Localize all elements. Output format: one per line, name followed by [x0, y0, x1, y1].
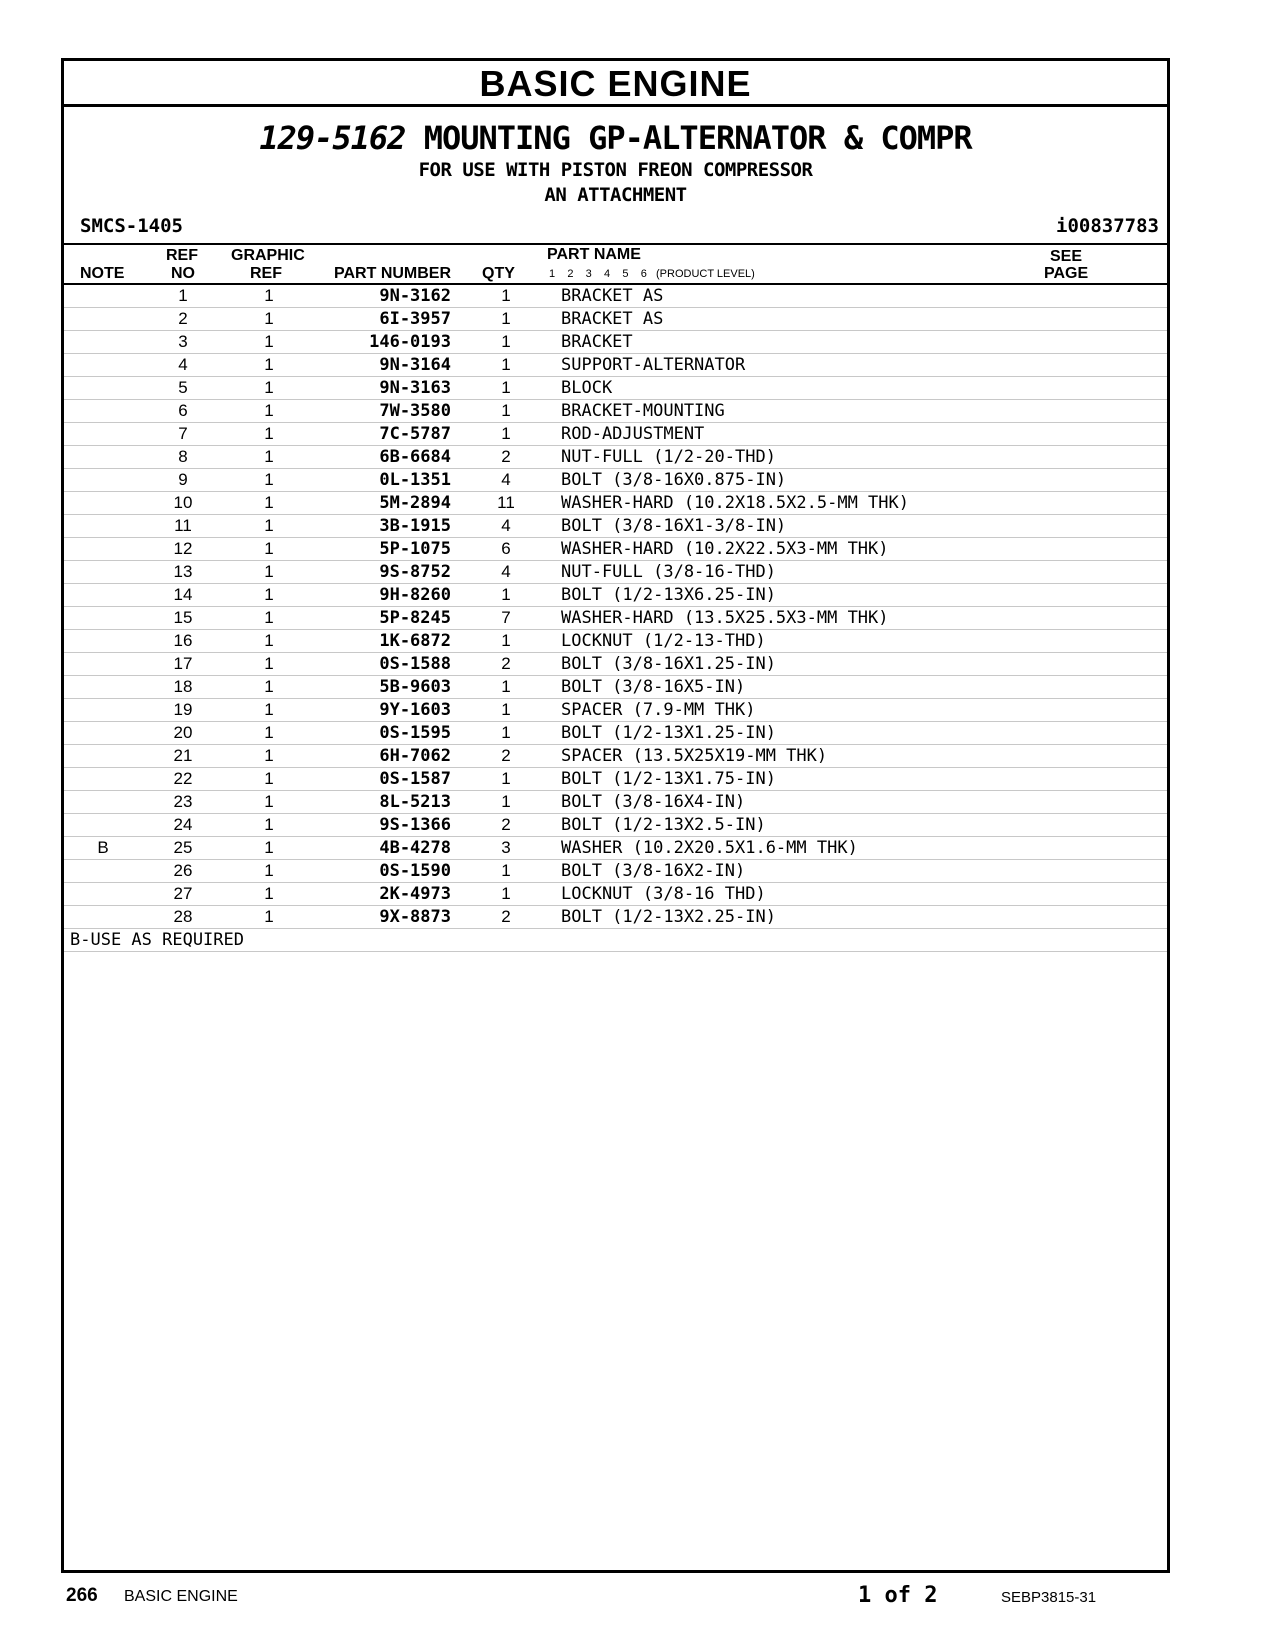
- graphic-ref-cell: 1: [224, 584, 314, 607]
- table-row: [64, 883, 1167, 906]
- table-row: [64, 676, 1167, 699]
- quantity-cell: 1: [451, 883, 561, 906]
- ref-number-cell: 21: [142, 745, 224, 768]
- table-row: [64, 906, 1167, 929]
- ref-number-cell: 11: [142, 515, 224, 538]
- quantity-cell: 4: [451, 469, 561, 492]
- note-cell: B: [64, 837, 142, 860]
- quantity-cell: 1: [451, 308, 561, 331]
- note-cell: [64, 814, 142, 837]
- ref-number-cell: 6: [142, 400, 224, 423]
- footer-section: BASIC ENGINE: [124, 1588, 238, 1605]
- part-number-cell: 9N-3162: [314, 285, 451, 308]
- graphic-ref-cell: 1: [224, 722, 314, 745]
- quantity-cell: 2: [451, 906, 561, 929]
- part-number-cell: 5B-9603: [314, 676, 451, 699]
- table-row: [64, 423, 1167, 446]
- parts-table-body: [64, 285, 1167, 929]
- note-cell: [64, 561, 142, 584]
- smcs-code: SMCS-1405: [80, 215, 183, 237]
- graphic-ref-cell: 1: [224, 814, 314, 837]
- ref-number-cell: 23: [142, 791, 224, 814]
- table-row: [64, 653, 1167, 676]
- part-name-cell: BOLT (3/8-16X1-3/8-IN): [561, 515, 1167, 538]
- table-row: [64, 285, 1167, 308]
- quantity-cell: 1: [451, 331, 561, 354]
- ref-number-cell: 2: [142, 308, 224, 331]
- note-cell: [64, 791, 142, 814]
- graphic-ref-cell: 1: [224, 630, 314, 653]
- table-row: [64, 377, 1167, 400]
- table-row: [64, 722, 1167, 745]
- footer-sheet: 1 of 2: [858, 1583, 938, 1608]
- part-name-cell: BOLT (1/2-13X1.75-IN): [561, 768, 1167, 791]
- ref-number-cell: 20: [142, 722, 224, 745]
- note-cell: [64, 630, 142, 653]
- ref-number-cell: 27: [142, 883, 224, 906]
- note-cell: [64, 515, 142, 538]
- part-number-cell: 0S-1590: [314, 860, 451, 883]
- part-number-cell: 0S-1587: [314, 768, 451, 791]
- graphic-ref-cell: 1: [224, 308, 314, 331]
- quantity-cell: 1: [451, 354, 561, 377]
- note-cell: [64, 883, 142, 906]
- part-name-cell: SPACER (7.9-MM THK): [561, 699, 1167, 722]
- part-name-cell: BRACKET-MOUNTING: [561, 400, 1167, 423]
- ref-number-cell: 17: [142, 653, 224, 676]
- table-row: [64, 492, 1167, 515]
- group-header: [64, 107, 1167, 245]
- table-row: [64, 446, 1167, 469]
- note-cell: [64, 538, 142, 561]
- graphic-ref-cell: 1: [224, 423, 314, 446]
- part-number-cell: 2K-4973: [314, 883, 451, 906]
- quantity-cell: 6: [451, 538, 561, 561]
- ref-number-cell: 15: [142, 607, 224, 630]
- note-cell: [64, 768, 142, 791]
- graphic-ref-cell: 1: [224, 607, 314, 630]
- part-name-cell: SUPPORT-ALTERNATOR: [561, 354, 1167, 377]
- quantity-cell: 2: [451, 446, 561, 469]
- group-number: 129-5162: [259, 119, 406, 157]
- col-part-name: PART NAME: [547, 246, 641, 263]
- part-name-cell: BOLT (1/2-13X1.25-IN): [561, 722, 1167, 745]
- ref-number-cell: 13: [142, 561, 224, 584]
- ref-number-cell: 19: [142, 699, 224, 722]
- part-number-cell: 0S-1588: [314, 653, 451, 676]
- part-name-cell: BRACKET AS: [561, 308, 1167, 331]
- note-cell: [64, 722, 142, 745]
- part-name-cell: NUT-FULL (1/2-20-THD): [561, 446, 1167, 469]
- graphic-ref-cell: 1: [224, 768, 314, 791]
- ref-number-cell: 26: [142, 860, 224, 883]
- quantity-cell: 4: [451, 561, 561, 584]
- part-name-cell: LOCKNUT (3/8-16 THD): [561, 883, 1167, 906]
- graphic-ref-cell: 1: [224, 883, 314, 906]
- graphic-ref-cell: 1: [224, 837, 314, 860]
- note-cell: [64, 860, 142, 883]
- note-cell: [64, 584, 142, 607]
- note-cell: [64, 446, 142, 469]
- part-name-cell: WASHER-HARD (10.2X22.5X3-MM THK): [561, 538, 1167, 561]
- part-number-cell: 9S-8752: [314, 561, 451, 584]
- note-cell: [64, 354, 142, 377]
- graphic-ref-cell: 1: [224, 354, 314, 377]
- graphic-ref-cell: 1: [224, 331, 314, 354]
- part-name-cell: SPACER (13.5X25X19-MM THK): [561, 745, 1167, 768]
- illustration-id: i00837783: [1056, 215, 1159, 237]
- group-name: MOUNTING GP-ALTERNATOR & COMPR: [423, 119, 972, 157]
- part-number-cell: 9N-3164: [314, 354, 451, 377]
- graphic-ref-cell: 1: [224, 561, 314, 584]
- table-row: [64, 607, 1167, 630]
- part-number-cell: 146-0193: [314, 331, 451, 354]
- note-cell: [64, 676, 142, 699]
- note-cell: [64, 607, 142, 630]
- table-row: [64, 768, 1167, 791]
- part-name-cell: BOLT (3/8-16X1.25-IN): [561, 653, 1167, 676]
- part-number-cell: 0S-1595: [314, 722, 451, 745]
- part-name-cell: LOCKNUT (1/2-13-THD): [561, 630, 1167, 653]
- part-number-cell: 7C-5787: [314, 423, 451, 446]
- group-title: [64, 119, 1167, 157]
- part-number-cell: 9S-1366: [314, 814, 451, 837]
- column-header: [64, 245, 1167, 285]
- ref-number-cell: 10: [142, 492, 224, 515]
- quantity-cell: 4: [451, 515, 561, 538]
- part-name-cell: BRACKET AS: [561, 285, 1167, 308]
- note-cell: [64, 469, 142, 492]
- ref-number-cell: 8: [142, 446, 224, 469]
- part-name-cell: BLOCK: [561, 377, 1167, 400]
- graphic-ref-cell: 1: [224, 699, 314, 722]
- table-row: [64, 354, 1167, 377]
- ref-number-cell: 18: [142, 676, 224, 699]
- table-row: [64, 837, 1167, 860]
- graphic-ref-cell: 1: [224, 400, 314, 423]
- ref-number-cell: 7: [142, 423, 224, 446]
- ref-number-cell: 5: [142, 377, 224, 400]
- quantity-cell: 1: [451, 285, 561, 308]
- col-see-bottom: PAGE: [1044, 265, 1089, 282]
- graphic-ref-cell: 1: [224, 791, 314, 814]
- note-cell: [64, 653, 142, 676]
- note-cell: [64, 285, 142, 308]
- table-row: [64, 699, 1167, 722]
- col-graphic-top: GRAPHIC: [231, 247, 305, 264]
- part-name-cell: ROD-ADJUSTMENT: [561, 423, 1167, 446]
- parts-table: [64, 285, 1167, 929]
- table-row: [64, 860, 1167, 883]
- table-row: [64, 791, 1167, 814]
- table-row: [64, 630, 1167, 653]
- quantity-cell: 1: [451, 584, 561, 607]
- table-row: [64, 400, 1167, 423]
- ref-number-cell: 28: [142, 906, 224, 929]
- table-row: [64, 515, 1167, 538]
- col-ref-bottom: NO: [171, 265, 195, 282]
- graphic-ref-cell: 1: [224, 515, 314, 538]
- part-number-cell: 5P-8245: [314, 607, 451, 630]
- quantity-cell: 1: [451, 400, 561, 423]
- footer-doc-id: SEBP3815-31: [1001, 1589, 1097, 1606]
- group-subtitle-2: AN ATTACHMENT: [544, 184, 687, 206]
- table-row: [64, 331, 1167, 354]
- col-ref-top: REF: [166, 247, 198, 264]
- footer-page-number: 266: [66, 1585, 98, 1606]
- part-number-cell: 9N-3163: [314, 377, 451, 400]
- note-cell: [64, 745, 142, 768]
- note-cell: [64, 906, 142, 929]
- ref-number-cell: 3: [142, 331, 224, 354]
- table-row: [64, 561, 1167, 584]
- part-name-cell: BOLT (1/2-13X6.25-IN): [561, 584, 1167, 607]
- part-number-cell: 8L-5213: [314, 791, 451, 814]
- ref-number-cell: 4: [142, 354, 224, 377]
- quantity-cell: 1: [451, 722, 561, 745]
- table-row: [64, 745, 1167, 768]
- quantity-cell: 1: [451, 791, 561, 814]
- part-number-cell: 6I-3957: [314, 308, 451, 331]
- quantity-cell: 2: [451, 745, 561, 768]
- part-name-cell: WASHER (10.2X20.5X1.6-MM THK): [561, 837, 1167, 860]
- col-see-top: SEE: [1050, 248, 1083, 265]
- parts-page-frame: [61, 58, 1170, 1573]
- col-note: NOTE: [80, 265, 125, 282]
- part-number-cell: 9H-8260: [314, 584, 451, 607]
- part-number-cell: 5P-1075: [314, 538, 451, 561]
- graphic-ref-cell: 1: [224, 377, 314, 400]
- graphic-ref-cell: 1: [224, 285, 314, 308]
- note-cell: [64, 492, 142, 515]
- table-row: [64, 584, 1167, 607]
- part-name-cell: WASHER-HARD (13.5X25.5X3-MM THK): [561, 607, 1167, 630]
- quantity-cell: 1: [451, 377, 561, 400]
- graphic-ref-cell: 1: [224, 860, 314, 883]
- graphic-ref-cell: 1: [224, 653, 314, 676]
- graphic-ref-cell: 1: [224, 906, 314, 929]
- quantity-cell: 2: [451, 814, 561, 837]
- note-cell: [64, 331, 142, 354]
- part-number-cell: 5M-2894: [314, 492, 451, 515]
- part-name-cell: BOLT (3/8-16X2-IN): [561, 860, 1167, 883]
- note-cell: [64, 308, 142, 331]
- note-cell: [64, 400, 142, 423]
- ref-number-cell: 25: [142, 837, 224, 860]
- quantity-cell: 1: [451, 860, 561, 883]
- note-cell: [64, 423, 142, 446]
- part-number-cell: 4B-4278: [314, 837, 451, 860]
- part-number-cell: 0L-1351: [314, 469, 451, 492]
- ref-number-cell: 22: [142, 768, 224, 791]
- part-number-cell: 6H-7062: [314, 745, 451, 768]
- part-name-cell: WASHER-HARD (10.2X18.5X2.5-MM THK): [561, 492, 1167, 515]
- graphic-ref-cell: 1: [224, 446, 314, 469]
- part-name-cell: BOLT (1/2-13X2.5-IN): [561, 814, 1167, 837]
- table-row: [64, 469, 1167, 492]
- graphic-ref-cell: 1: [224, 538, 314, 561]
- part-number-cell: 9Y-1603: [314, 699, 451, 722]
- page-footer: [0, 1583, 1275, 1613]
- table-row: [64, 308, 1167, 331]
- quantity-cell: 1: [451, 630, 561, 653]
- ref-number-cell: 16: [142, 630, 224, 653]
- part-name-cell: BOLT (1/2-13X2.25-IN): [561, 906, 1167, 929]
- part-number-cell: 3B-1915: [314, 515, 451, 538]
- quantity-cell: 3: [451, 837, 561, 860]
- table-row: [64, 538, 1167, 561]
- col-part-number: PART NUMBER: [334, 265, 452, 282]
- col-product-levels: 1 2 3 4 5 6 (PRODUCT LEVEL): [549, 268, 755, 280]
- quantity-cell: 1: [451, 676, 561, 699]
- col-graphic-bottom: REF: [250, 265, 282, 282]
- part-name-cell: BOLT (3/8-16X4-IN): [561, 791, 1167, 814]
- graphic-ref-cell: 1: [224, 469, 314, 492]
- col-qty: QTY: [482, 265, 515, 282]
- quantity-cell: 7: [451, 607, 561, 630]
- section-title: BASIC ENGINE: [64, 61, 1167, 107]
- note-cell: [64, 377, 142, 400]
- part-name-cell: BOLT (3/8-16X0.875-IN): [561, 469, 1167, 492]
- graphic-ref-cell: 1: [224, 492, 314, 515]
- quantity-cell: 1: [451, 768, 561, 791]
- note-b: B-USE AS REQUIRED: [64, 929, 1167, 952]
- part-number-cell: 7W-3580: [314, 400, 451, 423]
- part-number-cell: 9X-8873: [314, 906, 451, 929]
- ref-number-cell: 9: [142, 469, 224, 492]
- ref-number-cell: 1: [142, 285, 224, 308]
- quantity-cell: 1: [451, 699, 561, 722]
- ref-number-cell: 24: [142, 814, 224, 837]
- quantity-cell: 2: [451, 653, 561, 676]
- graphic-ref-cell: 1: [224, 745, 314, 768]
- graphic-ref-cell: 1: [224, 676, 314, 699]
- table-row: [64, 814, 1167, 837]
- part-number-cell: 1K-6872: [314, 630, 451, 653]
- ref-number-cell: 12: [142, 538, 224, 561]
- ref-number-cell: 14: [142, 584, 224, 607]
- part-name-cell: BRACKET: [561, 331, 1167, 354]
- note-cell: [64, 699, 142, 722]
- part-name-cell: BOLT (3/8-16X5-IN): [561, 676, 1167, 699]
- part-number-cell: 6B-6684: [314, 446, 451, 469]
- quantity-cell: 1: [451, 423, 561, 446]
- group-subtitle-1: FOR USE WITH PISTON FREON COMPRESSOR: [418, 159, 813, 181]
- part-name-cell: NUT-FULL (3/8-16-THD): [561, 561, 1167, 584]
- quantity-cell: 11: [451, 492, 561, 515]
